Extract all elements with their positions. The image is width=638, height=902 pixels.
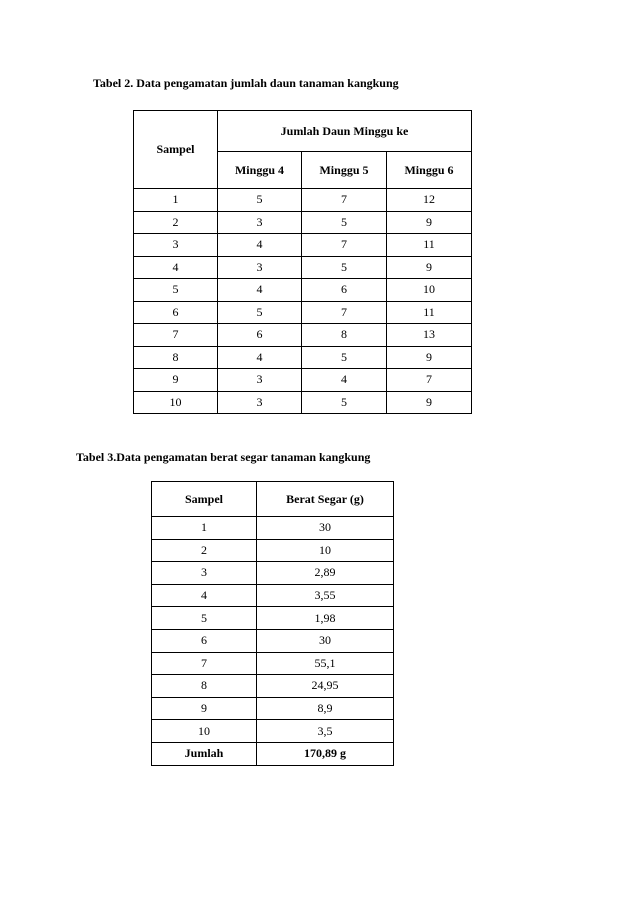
table-cell: 24,95 (257, 675, 394, 698)
table-cell: 8,9 (257, 697, 394, 720)
table-cell: 5 (152, 607, 257, 630)
table-row (152, 652, 394, 675)
leaf-count-table (133, 110, 472, 414)
table-cell: 6 (152, 629, 257, 652)
table-cell: 4 (218, 279, 302, 302)
table-cell: 5 (218, 189, 302, 212)
table-cell: 7 (302, 189, 387, 212)
table-cell: 6 (302, 279, 387, 302)
table-row (152, 517, 394, 540)
table-cell: 30 (257, 517, 394, 540)
table-row (134, 234, 472, 257)
table-cell: 2,89 (257, 562, 394, 585)
table-cell: 5 (302, 211, 387, 234)
table-row (152, 697, 394, 720)
table-row (134, 301, 472, 324)
table-cell: 2 (152, 539, 257, 562)
table-cell: 10 (152, 720, 257, 743)
table-row (134, 346, 472, 369)
table-cell: 3 (218, 369, 302, 392)
table3-body (152, 517, 394, 743)
table-row (134, 211, 472, 234)
table-cell: 5 (134, 279, 218, 302)
table-row (152, 720, 394, 743)
table-cell: 13 (387, 324, 472, 347)
table3-header-weight: Berat Segar (g) (257, 482, 394, 517)
table-row (152, 629, 394, 652)
table-cell: 10 (257, 539, 394, 562)
table-cell: 1 (134, 189, 218, 212)
table-cell: 4 (152, 584, 257, 607)
table-cell: 30 (257, 629, 394, 652)
table2-header-week: Minggu 6 (387, 152, 472, 189)
table-row (152, 539, 394, 562)
table-cell: 9 (387, 391, 472, 414)
table-row (134, 324, 472, 347)
table-row (152, 584, 394, 607)
table-cell: 5 (302, 256, 387, 279)
table-cell: 6 (218, 324, 302, 347)
table-cell: 8 (134, 346, 218, 369)
table-cell: 9 (134, 369, 218, 392)
table2-header-week: Minggu 5 (302, 152, 387, 189)
table-cell: 10 (387, 279, 472, 302)
table-row (134, 256, 472, 279)
table2-header-group: Jumlah Daun Minggu ke (218, 111, 472, 152)
table3-total-value: 170,89 g (257, 742, 394, 765)
table-cell: 7 (302, 234, 387, 257)
table-cell: 8 (152, 675, 257, 698)
table-row (134, 391, 472, 414)
table2-body (134, 189, 472, 414)
table-cell: 7 (152, 652, 257, 675)
table-cell: 9 (387, 256, 472, 279)
table-row (152, 607, 394, 630)
table-cell: 1,98 (257, 607, 394, 630)
table3-total-label: Jumlah (152, 742, 257, 765)
table2-header-week: Minggu 4 (218, 152, 302, 189)
table-cell: 11 (387, 234, 472, 257)
table2-header-sample: Sampel (134, 111, 218, 189)
table-row (152, 675, 394, 698)
table-cell: 7 (134, 324, 218, 347)
table-cell: 10 (134, 391, 218, 414)
table2-caption: Tabel 2. Data pengamatan jumlah daun tanaman kangkung (93, 76, 399, 90)
table-cell: 4 (218, 234, 302, 257)
table-cell: 4 (218, 346, 302, 369)
table-cell: 4 (134, 256, 218, 279)
fresh-weight-table (151, 481, 394, 766)
table-cell: 5 (218, 301, 302, 324)
table-cell: 3,5 (257, 720, 394, 743)
table-cell: 9 (387, 211, 472, 234)
table-cell: 5 (302, 346, 387, 369)
table-cell: 3 (218, 391, 302, 414)
table-row (134, 369, 472, 392)
table-cell: 9 (387, 346, 472, 369)
table-cell: 3 (152, 562, 257, 585)
table-cell: 2 (134, 211, 218, 234)
table-cell: 3 (134, 234, 218, 257)
table-cell: 1 (152, 517, 257, 540)
table-cell: 8 (302, 324, 387, 347)
table-cell: 9 (152, 697, 257, 720)
table-cell: 7 (387, 369, 472, 392)
table-row (134, 279, 472, 302)
table-cell: 6 (134, 301, 218, 324)
table3-header-sample: Sampel (152, 482, 257, 517)
table-row (134, 189, 472, 212)
table-cell: 7 (302, 301, 387, 324)
table-cell: 11 (387, 301, 472, 324)
table-cell: 12 (387, 189, 472, 212)
table-cell: 3 (218, 256, 302, 279)
table3-caption: Tabel 3.Data pengamatan berat segar tanaman kangkung (76, 450, 371, 464)
table-cell: 3,55 (257, 584, 394, 607)
table-cell: 55,1 (257, 652, 394, 675)
table-cell: 3 (218, 211, 302, 234)
table-cell: 4 (302, 369, 387, 392)
table-cell: 5 (302, 391, 387, 414)
table-row (152, 562, 394, 585)
